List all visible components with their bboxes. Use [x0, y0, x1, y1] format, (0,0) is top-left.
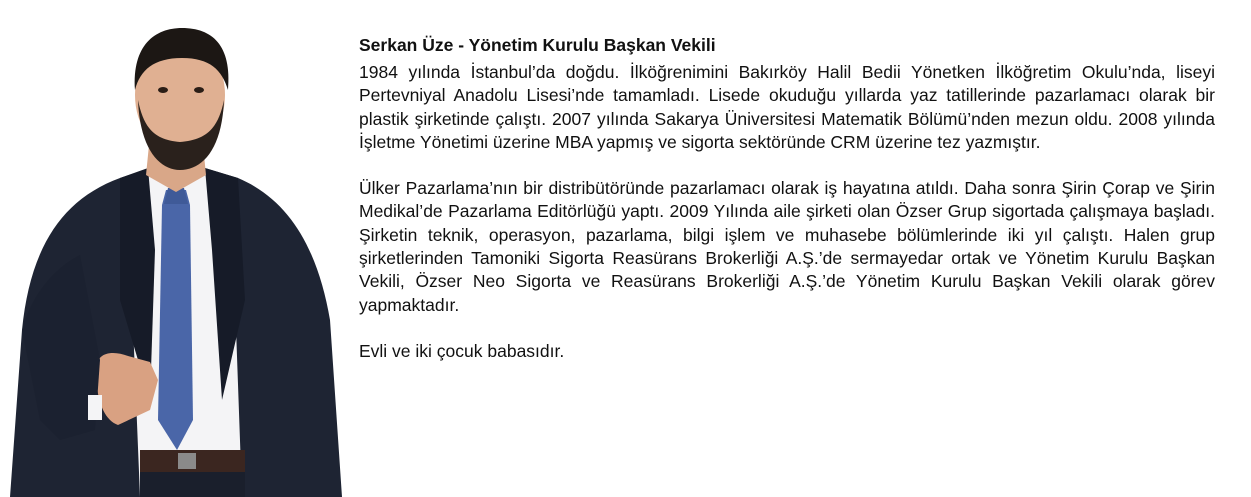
bio-paragraph-2: Ülker Pazarlama’nın bir distribütöründe pazarlamacı olarak iş hayatına atıldı. Daha sonra Şirin Çorap ve Şirin Medikal’de Pazarlama Editörlüğü yaptı. 2009 Yılında aile şirketi olan Özser Grup sigortada çalışmaya başladı. Şirketin teknik, operasyon, pazarlama, bilgi işlem ve muhasebe bölümlerinde iki yıl çalıştı. Halen grup şirketlerinden Tamoniki Sigorta Reasürans Brokerliği A.Ş.’de sermayedar ortak ve Yönetim Kurulu Başkan Vekili, Özser Neo Sigorta ve Reasürans Brokerliği A.Ş.’de Yönetim Kurulu Başkan Vekili olarak görev yapmaktadır. [359, 178, 1215, 315]
bio-paragraph-3: Evli ve iki çocuk babasıdır. [359, 340, 565, 361]
tie [158, 190, 193, 450]
biography [359, 33, 1215, 386]
bio-title: Serkan Üze - Yönetim Kurulu Başkan Vekili [359, 35, 716, 55]
bio-paragraph-1: 1984 yılında İstanbul’da doğdu. İlköğrenimini Bakırköy Halil Bedii Yönetken İlköğretim Okulu’nda, liseyi Pertevniyal Anadolu Lisesi’nde tamamladı. Lisede okuduğu yıllarda yaz tatillerinde pazarlamacı olarak bir plastik şirketinde çalıştı. 2007 yılında Sakarya Üniversitesi Matematik Bölümü’nden mezun oldu. 2008 yılında İşletme Yönetimi üzerine MBA yapmış ve sigorta sektöründe CRM üzerine tez yazmıştır. [359, 62, 1215, 152]
portrait-photo [0, 0, 350, 497]
